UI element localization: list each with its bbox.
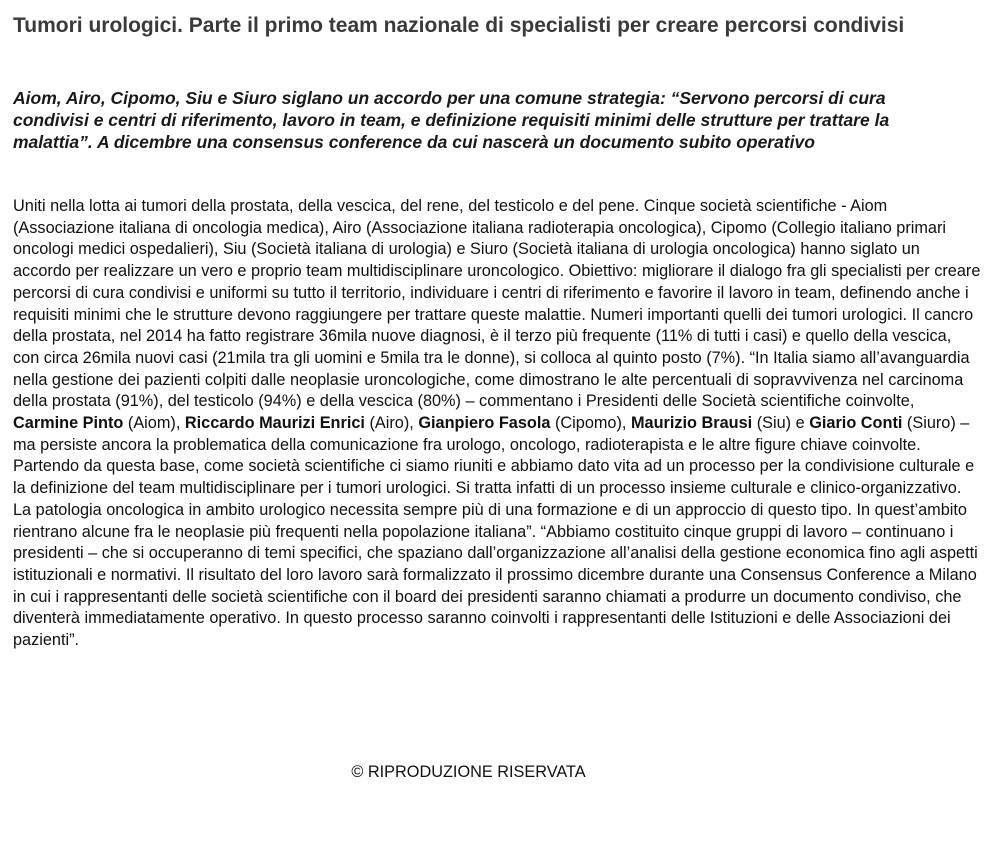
article-subtitle: Aiom, Airo, Cipomo, Siu e Siuro siglano un accordo per una comune strategia: “Servono percorsi di cura condivisi e centri di riferimento, lavoro in team, e definizione requisiti minimi delle strutture per trattare la malattia”. A dicembre una consensus conference da cui nascerà un documento subito operativo [13, 88, 890, 152]
president-name-cipomo: Gianpiero Fasola [418, 414, 551, 433]
body-text-sep-1: (Aiom), [123, 414, 185, 433]
body-text-sep-2: (Airo), [364, 414, 419, 433]
president-name-siu: Maurizio Brausi [630, 414, 753, 433]
president-name-aiom: Carmine Pinto [13, 414, 124, 433]
article-body [13, 196, 981, 652]
president-name-siuro: Giario Conti [809, 414, 903, 433]
body-text-sep-4: (Siu) e [752, 414, 810, 433]
president-name-airo: Riccardo Maurizi Enrici [184, 414, 365, 433]
article-title: Tumori urologici. Parte il primo team nazionale di specialisti per creare percorsi condivisi [13, 14, 905, 37]
body-text-sep-3: (Cipomo), [550, 414, 631, 433]
body-text-part-2: (Siuro) – ma persiste ancora la problematica della comunicazione fra urologo, oncologo, radioterapista e le altre figure chiave coinvolte. Partendo da questa base, come società scientifiche ci siamo riuniti e abbiamo dato vita ad un processo per la condivisione culturale e la definizione del team multidisciplinare per i tumori urologici. Si tratta infatti di un processo insieme culturale e clinico-organizzativo. La patologia oncologica in ambito urologico necessita sempre più di una formazione e di un approccio di questo tipo. In quest’ambito rientrano alcune fra le neoplasie più frequenti nella popolazione italiana”. “Abbiamo costituito cinque gruppi di lavoro – continuano i presidenti – che si occuperanno di temi specifici, che spaziano dall’organizzazione all’analisi della gestione economica fino agli aspetti istituzionali e normativi. Il risultato del loro lavoro sarà formalizzato il prossimo dicembre durante una Consensus Conference a Milano in cui i rappresentanti delle società scientifiche con il board dei presidenti saranno chiamati a produrre un documento condiviso, che diventerà immediatamente operativo. In questo processo saranno coinvolti i rappresentanti delle Istituzioni e delle Associazioni dei pazienti”. [13, 414, 978, 650]
body-text-part-1: Uniti nella lotta ai tumori della prostata, della vescica, del rene, del testicolo e del pene. Cinque società scientifiche - Aiom (Associazione italiana di oncologia medica), Airo (Associazione italiana radioterapia oncologica), Cipomo (Collegio italiano primari oncologi medici ospedalieri), Siu (Società italiana di urologia) e Siuro (Società italiana di urologia oncologica) hanno siglato un accordo per realizzare un vero e proprio team multidisciplinare uroncologico. Obiettivo: migliorare il dialogo fra gli specialisti per creare percorsi di cura condivisi e uniformi su tutto il territorio, individuare i centri di riferimento e favorire il lavoro in team, definendo anche i requisiti minimi che le strutture devono raggiungere per trattare queste malattie. Numeri importanti quelli dei tumori urologici. Il cancro della prostata, nel 2014 ha fatto registrare 36mila nuove diagnosi, è il terzo più frequente (11% di tutti i casi) e quello della vescica, con circa 26mila nuovi casi (21mila tra gli uomini e 5mila tra le donne), si colloca al quinto posto (7%). “In Italia siamo all’avanguardia nella gestione dei pazienti colpiti dalle neoplasie uroncologiche, come dimostrano le alte percentuali di sopravvivenza nel carcinoma della prostata (91%), del testicolo (94%) e della vescica (80%) – commentano i Presidenti delle Società scientifiche coinvolte, [13, 197, 981, 411]
copyright-notice: © RIPRODUZIONE RISERVATA [351, 763, 586, 781]
